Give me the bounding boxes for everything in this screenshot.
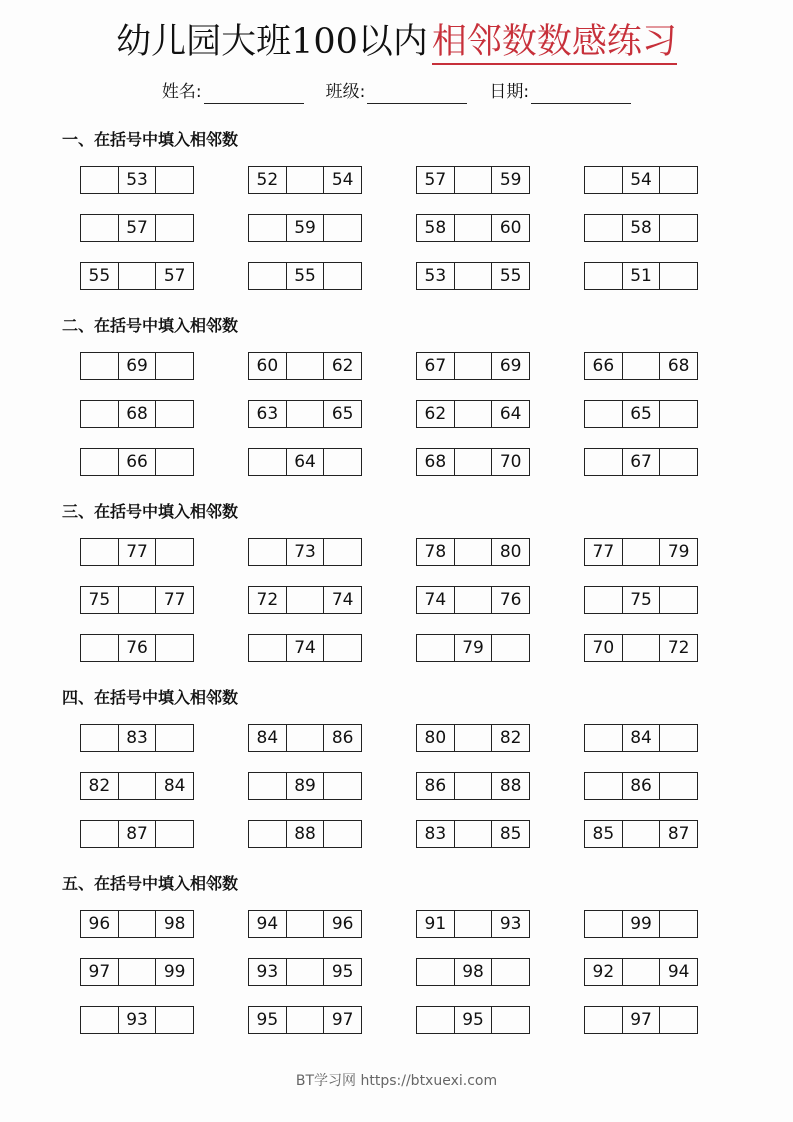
number-box <box>248 400 362 428</box>
number-cell: 92 <box>585 959 623 985</box>
number-box <box>584 820 698 848</box>
number-box <box>584 772 698 800</box>
number-cell: 79 <box>667 542 690 562</box>
number-box <box>416 586 530 614</box>
blank-cell[interactable] <box>455 353 493 379</box>
blank-cell[interactable] <box>623 635 661 661</box>
section-title: 三、在括号中填入相邻数 <box>62 502 239 521</box>
blank-cell[interactable] <box>455 167 493 193</box>
section-title: 二、在括号中填入相邻数 <box>62 316 239 335</box>
number-cell: 55 <box>81 263 119 289</box>
number-cell: 72 <box>249 587 287 613</box>
blank-cell[interactable] <box>660 587 697 613</box>
number-box <box>80 724 194 752</box>
number-cell: 97 <box>81 959 119 985</box>
number-box <box>584 214 698 242</box>
number-box <box>248 538 362 566</box>
blank-cell[interactable] <box>660 1007 697 1033</box>
number-cell: 87 <box>667 824 690 844</box>
number-box <box>416 958 530 986</box>
name-label: 姓名: <box>161 82 202 102</box>
number-box <box>584 448 698 476</box>
blank-cell[interactable] <box>119 773 157 799</box>
blank-cell[interactable] <box>585 1007 623 1033</box>
number-cell: 73 <box>287 539 325 565</box>
blank-cell[interactable] <box>585 449 623 475</box>
blank-cell[interactable] <box>585 215 623 241</box>
blank-cell[interactable] <box>287 725 325 751</box>
number-cell: 55 <box>499 266 522 286</box>
blank-cell[interactable] <box>81 539 119 565</box>
number-cell: 76 <box>119 635 157 661</box>
number-cell: 57 <box>417 167 455 193</box>
student-info <box>0 80 793 104</box>
blank-cell[interactable] <box>585 401 623 427</box>
number-box <box>416 538 530 566</box>
blank-cell[interactable] <box>249 773 287 799</box>
blank-cell[interactable] <box>156 167 193 193</box>
number-box <box>584 634 698 662</box>
number-box <box>248 586 362 614</box>
blank-cell[interactable] <box>455 911 493 937</box>
number-cell: 67 <box>623 449 661 475</box>
number-cell: 79 <box>455 635 493 661</box>
number-cell: 96 <box>81 911 119 937</box>
number-cell: 53 <box>417 263 455 289</box>
blank-cell[interactable] <box>81 215 119 241</box>
number-box <box>248 772 362 800</box>
footer-watermark: BT学习网 https://btxuexi.com <box>295 1073 498 1089</box>
blank-cell[interactable] <box>660 725 697 751</box>
blank-cell[interactable] <box>324 821 361 847</box>
number-cell: 65 <box>623 401 661 427</box>
blank-cell[interactable] <box>455 401 493 427</box>
number-box <box>416 166 530 194</box>
number-cell: 86 <box>623 773 661 799</box>
blank-cell[interactable] <box>324 635 361 661</box>
number-box <box>584 724 698 752</box>
number-box <box>584 910 698 938</box>
number-box <box>584 352 698 380</box>
blank-cell[interactable] <box>249 821 287 847</box>
blank-cell[interactable] <box>81 725 119 751</box>
blank-cell[interactable] <box>455 215 493 241</box>
blank-cell[interactable] <box>287 587 325 613</box>
number-box <box>584 1006 698 1034</box>
blank-cell[interactable] <box>119 263 157 289</box>
number-box <box>80 1006 194 1034</box>
number-cell: 84 <box>249 725 287 751</box>
number-cell: 53 <box>119 167 157 193</box>
blank-cell[interactable] <box>119 959 157 985</box>
number-cell: 88 <box>499 776 522 796</box>
number-cell: 99 <box>623 911 661 937</box>
blank-cell[interactable] <box>81 1007 119 1033</box>
number-box <box>416 634 530 662</box>
number-box <box>248 262 362 290</box>
number-cell: 99 <box>163 962 186 982</box>
blank-cell[interactable] <box>417 959 455 985</box>
number-cell: 70 <box>585 635 623 661</box>
number-box <box>80 262 194 290</box>
number-cell: 95 <box>249 1007 287 1033</box>
number-cell: 82 <box>81 773 119 799</box>
number-cell: 95 <box>331 962 354 982</box>
number-cell: 62 <box>417 401 455 427</box>
blank-cell[interactable] <box>492 1007 529 1033</box>
number-cell: 88 <box>287 821 325 847</box>
blank-cell[interactable] <box>156 401 193 427</box>
number-cell: 59 <box>499 170 522 190</box>
number-cell: 65 <box>331 404 354 424</box>
blank-cell[interactable] <box>81 353 119 379</box>
number-box <box>416 400 530 428</box>
number-cell: 69 <box>119 353 157 379</box>
number-box <box>248 448 362 476</box>
blank-cell[interactable] <box>287 353 325 379</box>
number-cell: 74 <box>417 587 455 613</box>
blank-cell[interactable] <box>324 263 361 289</box>
number-cell: 80 <box>417 725 455 751</box>
number-cell: 98 <box>163 914 186 934</box>
number-box <box>416 910 530 938</box>
number-cell: 55 <box>287 263 325 289</box>
number-cell: 59 <box>287 215 325 241</box>
blank-cell[interactable] <box>660 773 697 799</box>
number-cell: 74 <box>331 590 354 610</box>
number-cell: 98 <box>455 959 493 985</box>
number-box <box>248 214 362 242</box>
blank-cell[interactable] <box>623 959 661 985</box>
number-box <box>584 400 698 428</box>
blank-cell[interactable] <box>455 539 493 565</box>
number-cell: 82 <box>499 728 522 748</box>
blank-cell[interactable] <box>156 449 193 475</box>
number-cell: 77 <box>585 539 623 565</box>
blank-cell[interactable] <box>660 911 697 937</box>
number-cell: 66 <box>119 449 157 475</box>
number-box <box>80 400 194 428</box>
class-field[interactable] <box>326 80 468 104</box>
blank-cell[interactable] <box>119 587 157 613</box>
number-cell: 93 <box>119 1007 157 1033</box>
number-cell: 77 <box>119 539 157 565</box>
number-box <box>248 724 362 752</box>
number-cell: 75 <box>81 587 119 613</box>
number-cell: 68 <box>417 449 455 475</box>
number-cell: 87 <box>119 821 157 847</box>
number-cell: 57 <box>119 215 157 241</box>
number-box <box>248 958 362 986</box>
number-box <box>584 262 698 290</box>
number-cell: 83 <box>417 821 455 847</box>
blank-cell[interactable] <box>324 215 361 241</box>
number-cell: 94 <box>249 911 287 937</box>
number-cell: 70 <box>499 452 522 472</box>
number-box <box>248 1006 362 1034</box>
number-box <box>248 820 362 848</box>
blank-cell[interactable] <box>324 773 361 799</box>
blank-cell[interactable] <box>585 773 623 799</box>
blank-cell[interactable] <box>249 449 287 475</box>
number-cell: 83 <box>119 725 157 751</box>
number-cell: 72 <box>667 638 690 658</box>
blank-cell[interactable] <box>287 1007 325 1033</box>
blank-cell[interactable] <box>660 215 697 241</box>
blank-cell[interactable] <box>156 725 193 751</box>
blank-cell[interactable] <box>455 773 493 799</box>
name-field[interactable] <box>162 80 304 104</box>
class-label: 班级: <box>325 82 366 102</box>
date-line[interactable] <box>531 85 631 104</box>
number-cell: 77 <box>163 590 186 610</box>
blank-cell[interactable] <box>623 821 661 847</box>
blank-cell[interactable] <box>156 539 193 565</box>
blank-cell[interactable] <box>455 725 493 751</box>
blank-cell[interactable] <box>324 449 361 475</box>
number-box <box>584 538 698 566</box>
number-box <box>416 214 530 242</box>
blank-cell[interactable] <box>119 911 157 937</box>
blank-cell[interactable] <box>585 167 623 193</box>
number-cell: 60 <box>249 353 287 379</box>
number-cell: 68 <box>667 356 690 376</box>
blank-cell[interactable] <box>287 401 325 427</box>
blank-cell[interactable] <box>492 635 529 661</box>
number-cell: 54 <box>331 170 354 190</box>
number-box <box>416 1006 530 1034</box>
section-title: 一、在括号中填入相邻数 <box>62 130 239 149</box>
blank-cell[interactable] <box>660 401 697 427</box>
blank-cell[interactable] <box>249 263 287 289</box>
blank-cell[interactable] <box>156 821 193 847</box>
class-line[interactable] <box>367 85 467 104</box>
number-cell: 85 <box>585 821 623 847</box>
number-cell: 85 <box>499 824 522 844</box>
number-box <box>416 724 530 752</box>
number-box <box>248 634 362 662</box>
blank-cell[interactable] <box>492 959 529 985</box>
number-cell: 89 <box>287 773 325 799</box>
number-cell: 75 <box>623 587 661 613</box>
number-cell: 84 <box>623 725 661 751</box>
blank-cell[interactable] <box>455 263 493 289</box>
number-box <box>584 958 698 986</box>
number-box <box>80 538 194 566</box>
number-cell: 66 <box>585 353 623 379</box>
blank-cell[interactable] <box>287 167 325 193</box>
number-cell: 97 <box>331 1010 354 1030</box>
number-cell: 58 <box>417 215 455 241</box>
number-box <box>248 910 362 938</box>
number-cell: 57 <box>163 266 186 286</box>
number-cell: 76 <box>499 590 522 610</box>
worksheet-title <box>0 14 793 70</box>
number-cell: 62 <box>331 356 354 376</box>
number-box <box>248 352 362 380</box>
blank-cell[interactable] <box>417 1007 455 1033</box>
number-cell: 95 <box>455 1007 493 1033</box>
number-box <box>80 820 194 848</box>
number-cell: 52 <box>249 167 287 193</box>
number-box <box>80 772 194 800</box>
blank-cell[interactable] <box>81 167 119 193</box>
blank-cell[interactable] <box>417 635 455 661</box>
number-box <box>80 910 194 938</box>
number-cell: 64 <box>499 404 522 424</box>
number-box <box>416 772 530 800</box>
date-label: 日期: <box>489 82 530 102</box>
number-cell: 93 <box>249 959 287 985</box>
number-cell: 64 <box>287 449 325 475</box>
blank-cell[interactable] <box>585 725 623 751</box>
number-cell: 97 <box>623 1007 661 1033</box>
number-box <box>80 448 194 476</box>
blank-cell[interactable] <box>81 635 119 661</box>
number-box <box>584 166 698 194</box>
name-line[interactable] <box>204 85 304 104</box>
number-box <box>80 586 194 614</box>
title-highlight: 相邻数数感练习 <box>432 22 677 65</box>
blank-cell[interactable] <box>287 911 325 937</box>
blank-cell[interactable] <box>455 821 493 847</box>
number-cell: 80 <box>499 542 522 562</box>
number-box <box>80 352 194 380</box>
blank-cell[interactable] <box>249 539 287 565</box>
number-cell: 86 <box>331 728 354 748</box>
number-cell: 54 <box>623 167 661 193</box>
blank-cell[interactable] <box>249 215 287 241</box>
blank-cell[interactable] <box>156 1007 193 1033</box>
number-cell: 67 <box>417 353 455 379</box>
blank-cell[interactable] <box>660 449 697 475</box>
number-cell: 69 <box>499 356 522 376</box>
number-box <box>584 586 698 614</box>
number-cell: 78 <box>417 539 455 565</box>
number-cell: 58 <box>623 215 661 241</box>
date-field[interactable] <box>489 80 631 104</box>
number-cell: 63 <box>249 401 287 427</box>
number-box <box>80 166 194 194</box>
blank-cell[interactable] <box>156 353 193 379</box>
blank-cell[interactable] <box>324 539 361 565</box>
blank-cell[interactable] <box>81 401 119 427</box>
blank-cell[interactable] <box>81 821 119 847</box>
number-cell: 74 <box>287 635 325 661</box>
title-main: 幼儿园大班100以内 <box>116 22 428 62</box>
number-box <box>80 634 194 662</box>
number-cell: 84 <box>163 776 186 796</box>
blank-cell[interactable] <box>249 635 287 661</box>
blank-cell[interactable] <box>585 263 623 289</box>
blank-cell[interactable] <box>660 263 697 289</box>
number-cell: 96 <box>331 914 354 934</box>
blank-cell[interactable] <box>156 215 193 241</box>
section-title: 四、在括号中填入相邻数 <box>62 688 239 707</box>
number-cell: 51 <box>623 263 661 289</box>
blank-cell[interactable] <box>585 587 623 613</box>
number-box <box>248 166 362 194</box>
number-cell: 91 <box>417 911 455 937</box>
blank-cell[interactable] <box>81 449 119 475</box>
number-cell: 93 <box>499 914 522 934</box>
blank-cell[interactable] <box>455 587 493 613</box>
blank-cell[interactable] <box>455 449 493 475</box>
blank-cell[interactable] <box>287 959 325 985</box>
blank-cell[interactable] <box>156 635 193 661</box>
blank-cell[interactable] <box>660 167 697 193</box>
section-title: 五、在括号中填入相邻数 <box>62 874 239 893</box>
number-box <box>80 214 194 242</box>
number-box <box>80 958 194 986</box>
number-box <box>416 448 530 476</box>
number-box <box>416 352 530 380</box>
number-cell: 68 <box>119 401 157 427</box>
number-box <box>416 262 530 290</box>
number-cell: 86 <box>417 773 455 799</box>
blank-cell[interactable] <box>623 539 661 565</box>
number-box <box>416 820 530 848</box>
blank-cell[interactable] <box>623 353 661 379</box>
blank-cell[interactable] <box>585 911 623 937</box>
number-cell: 60 <box>499 218 522 238</box>
number-cell: 94 <box>667 962 690 982</box>
